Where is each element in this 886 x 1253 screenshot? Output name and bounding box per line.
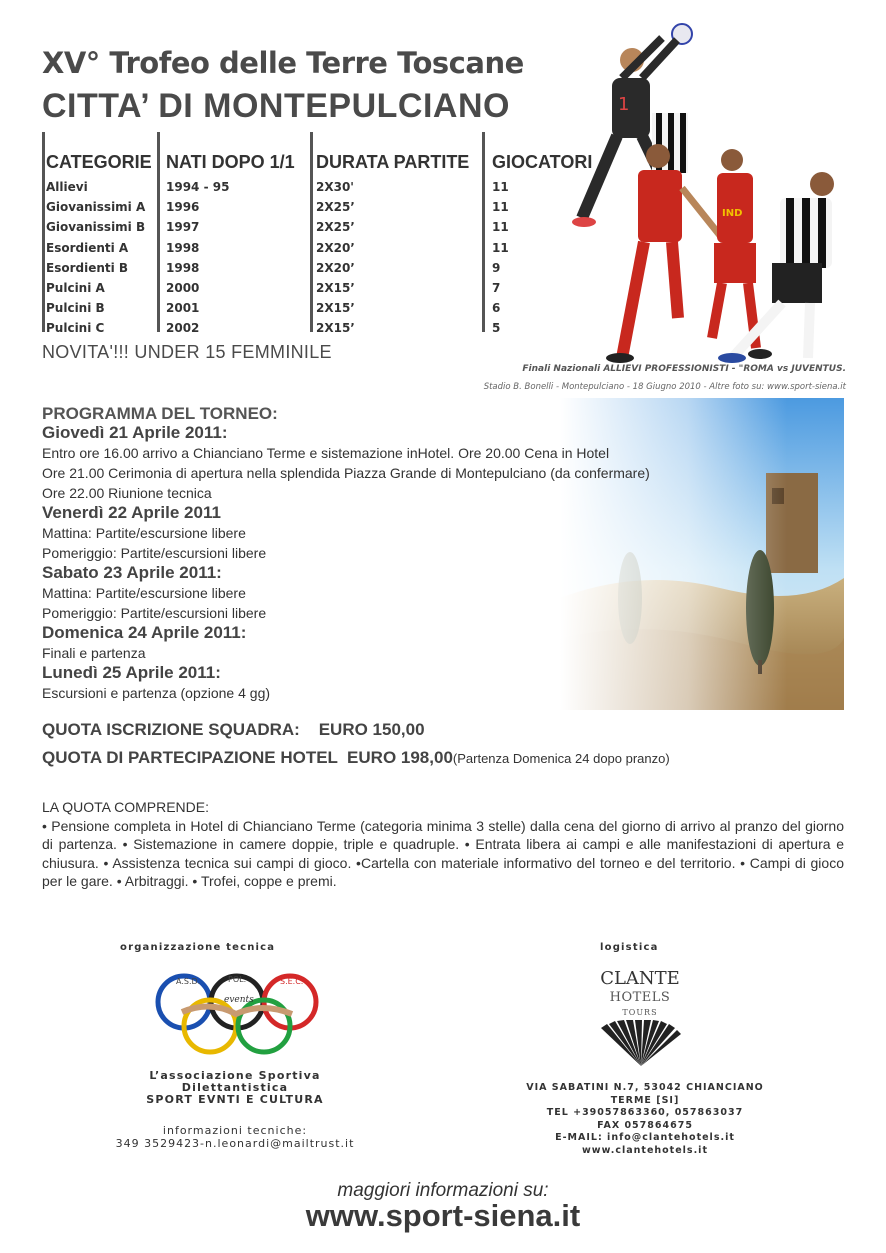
table-cell: 2000 — [166, 280, 200, 295]
website-link[interactable]: www.sport-siena.it — [305, 1198, 581, 1233]
schedule-line: Ore 21.00 Cerimonia di apertura nella splendida Piazza Grande di Montepulciano (da confermare) — [42, 465, 650, 481]
schedule-line: Pomeriggio: Partite/escursioni libere — [42, 605, 267, 621]
quota-iscrizione: QUOTA ISCRIZIONE SQUADRA: EURO 150,00 — [42, 720, 425, 739]
info-contact: 349 3529423-n.leonardi@mailtrust.it — [115, 1137, 355, 1150]
table-cell: 11 — [492, 180, 509, 194]
organization-name — [60, 1070, 410, 1106]
day-heading: Sabato 23 Aprile 2011: — [42, 563, 222, 582]
day-heading: Domenica 24 Aprile 2011: — [42, 623, 247, 642]
table-cell: 11 — [492, 200, 509, 215]
org-name-line: L’associazione Sportiva — [149, 1069, 321, 1082]
info-label: informazioni tecniche: — [162, 1124, 308, 1137]
schedule-line: Pomeriggio: Partite/escursioni libere — [42, 545, 267, 561]
logistica-contact — [500, 1082, 790, 1157]
email-line[interactable]: E-MAIL: info@clantehotels.it — [555, 1132, 735, 1143]
address-line: VIA SABATINI N.7, 53042 CHIANCIANO — [526, 1082, 764, 1093]
org-name-line: SPORT EVNTI E CULTURA — [146, 1093, 324, 1106]
schedule-line: Mattina: Partite/escursione libere — [42, 525, 246, 541]
organization-contact — [60, 1124, 410, 1150]
programma-title: PROGRAMMA DEL TORNEO: — [42, 404, 278, 423]
table-column-nati — [166, 152, 295, 339]
column-header: DURATA PARTITE — [316, 152, 470, 172]
novita-banner: NOVITA'!!! UNDER 15 FEMMINILE — [42, 342, 332, 362]
ring-letter: POL. — [228, 975, 247, 984]
column-header: CATEGORIE — [46, 152, 152, 172]
clante-hotels: HOTELS — [609, 990, 671, 1005]
table-cell: 9 — [492, 260, 501, 275]
table-cell: 6 — [492, 301, 501, 316]
svg-text:IND: IND — [722, 208, 743, 219]
day-heading: Lunedì 25 Aprile 2011: — [42, 663, 221, 682]
table-cell: Pulcini A — [46, 280, 105, 295]
table-cell: Giovanissimi A — [46, 200, 146, 215]
table-cell: 1998 — [166, 260, 200, 275]
table-divider — [310, 132, 313, 332]
table-cell: 2X25’ — [316, 220, 355, 235]
schedule-line: Finali e partenza — [42, 645, 146, 661]
table-divider — [482, 132, 485, 332]
day-heading: Giovedì 21 Aprile 2011: — [42, 423, 228, 442]
phone-line: TEL +39057863360, 057863037 — [546, 1107, 744, 1118]
quota-hotel: QUOTA DI PARTECIPAZIONE HOTEL EURO 198,00 — [42, 748, 453, 767]
table-cell: 1996 — [166, 200, 200, 215]
table-cell: 2002 — [166, 321, 200, 336]
title-line1: XV° Trofeo delle Terre Toscane — [42, 46, 524, 80]
table-cell: 2X15’ — [316, 301, 355, 316]
table-cell: Pulcini C — [46, 321, 105, 336]
table-divider — [42, 132, 45, 332]
table-cell: 11 — [492, 240, 509, 255]
org-name-line: Dilettantistica — [181, 1081, 289, 1094]
organizzazione-label: organizzazione tecnica — [120, 942, 276, 953]
photo-credit: Stadio B. Bonelli - Montepulciano - 18 Giugno 2010 - Altre foto su: www.sport-siena.it — [483, 382, 846, 392]
table-cell: 7 — [492, 280, 501, 295]
table-column-categorie — [46, 152, 152, 339]
quota-comprende-section — [42, 798, 844, 891]
day-heading: Venerdì 22 Aprile 2011 — [42, 503, 221, 522]
table-cell: 11 — [492, 220, 509, 235]
table-cell: 1994 - 95 — [166, 180, 230, 194]
table-cell: 2X20’ — [316, 260, 355, 275]
table-cell: 5 — [492, 321, 501, 336]
olympic-rings-logo — [152, 972, 322, 1056]
football-players-photo — [572, 18, 844, 364]
table-cell: Esordienti A — [46, 240, 129, 255]
table-cell: Giovanissimi B — [46, 220, 146, 235]
table-column-durata — [316, 152, 469, 339]
fax-line: FAX 057864675 — [597, 1119, 693, 1131]
svg-text:1: 1 — [618, 94, 630, 115]
clante-tours: TOURS — [622, 1008, 658, 1017]
comprende-text: • Pensione completa in Hotel di Chianciano Terme (categoria minima 3 stelle) dalla cena del giorno di arrivo al pranzo del giorno di partenza. • Sistemazione in camere doppie, triple e quadruple. • Entrata libera ai campi e alle manifestazioni di apertura e chiusura. • Assistenza tecnica sui campi di gioco. •Cartella con materiale informativo del torneo e del territorio. • Campi di gioco per le gare. • Arbitraggi. • Trofei, coppe e premi. — [42, 817, 844, 889]
comprende-title: LA QUOTA COMPRENDE: — [42, 799, 209, 815]
table-cell: 2X30' — [316, 180, 354, 194]
table-cell: 2X25’ — [316, 200, 355, 215]
more-info-label: maggiori informazioni su: — [337, 1180, 549, 1201]
table-cell: Pulcini B — [46, 301, 105, 316]
logistica-label: logistica — [600, 942, 659, 953]
quota-hotel-note: (Partenza Domenica 24 dopo pranzo) — [452, 751, 670, 766]
programma-section — [42, 404, 742, 703]
column-header: GIOCATORI — [492, 152, 593, 172]
logo-text: events — [224, 995, 254, 1005]
clante-brand: CLANTE — [600, 968, 680, 989]
table-divider — [157, 132, 160, 332]
schedule-line: Entro ore 16.00 arrivo a Chianciano Terme e sistemazione inHotel. Ore 20.00 Cena in Hotel — [42, 445, 610, 461]
schedule-line: Mattina: Partite/escursione libere — [42, 585, 246, 601]
quota-hotel-row — [42, 748, 670, 768]
title-line2: CITTA’ DI MONTEPULCIANO — [42, 87, 510, 125]
table-cell: Allievi — [46, 180, 88, 194]
ring-letter: S.E.C. — [280, 977, 304, 986]
website-line[interactable]: www.clantehotels.it — [582, 1144, 708, 1156]
table-cell: Esordienti B — [46, 260, 129, 275]
table-cell: 2X15’ — [316, 280, 355, 295]
table-cell: 1997 — [166, 220, 200, 235]
address-line: TERME [SI] — [610, 1094, 680, 1106]
photo-caption: Finali Nazionali ALLIEVI PROFESSIONISTI - "ROMA vs JUVENTUS. — [522, 364, 846, 374]
column-header: NATI DOPO 1/1 — [166, 152, 295, 172]
clante-fan-logo — [597, 1020, 685, 1068]
table-cell: 2X20’ — [316, 240, 355, 255]
schedule-line: Ore 22.00 Riunione tecnica — [42, 485, 212, 501]
schedule-line: Escursioni e partenza (opzione 4 gg) — [42, 685, 271, 701]
table-cell: 1998 — [166, 240, 200, 255]
table-cell: 2X15’ — [316, 321, 355, 336]
ring-letter: A.S.D. — [176, 977, 201, 986]
table-cell: 2001 — [166, 301, 200, 316]
